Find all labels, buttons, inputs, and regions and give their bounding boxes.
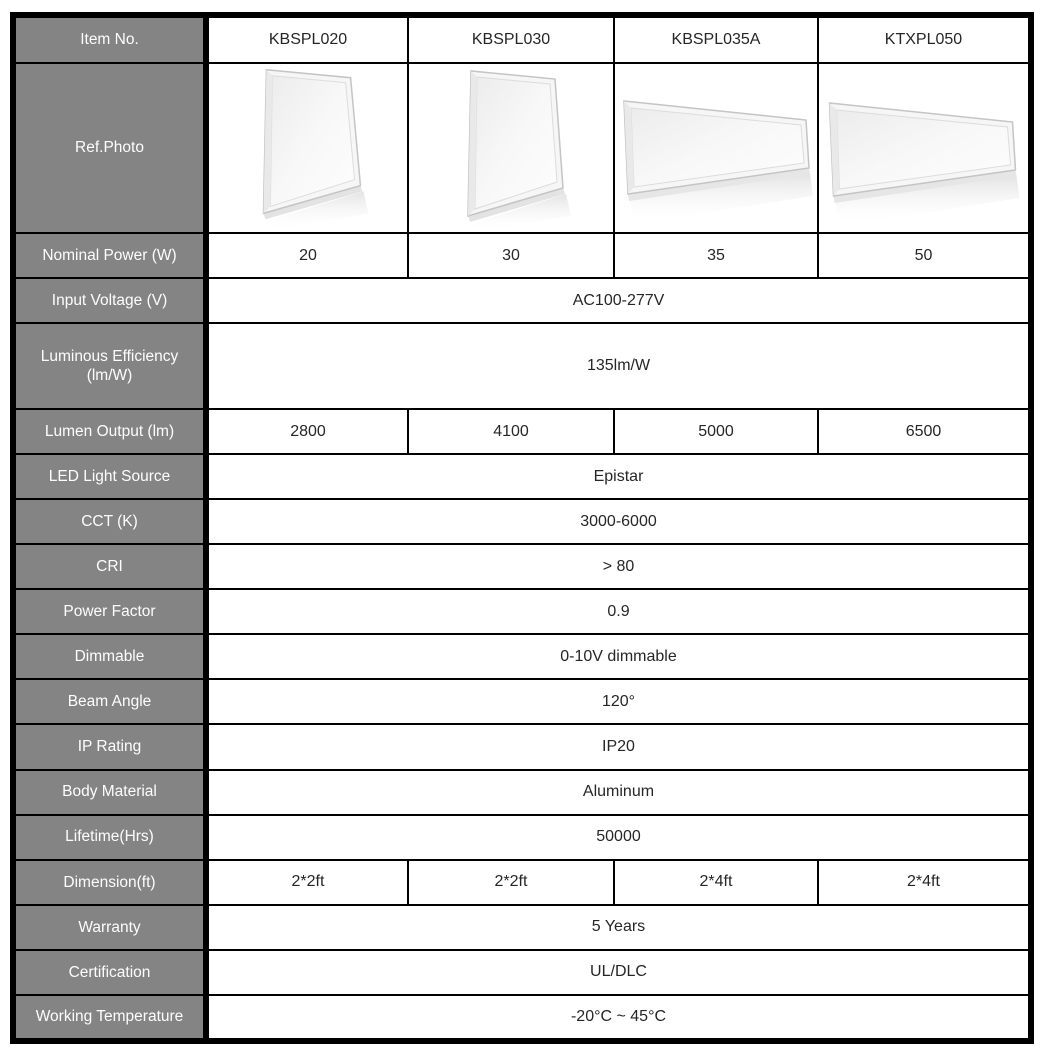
lifetime-label: Lifetime(Hrs) <box>16 815 206 860</box>
table-row-ip-rating <box>16 724 1028 769</box>
certification-label: Certification <box>16 950 206 995</box>
dimension-value: 2*4ft <box>614 860 818 905</box>
dimmable-value: 0-10V dimmable <box>206 634 1028 679</box>
table-row-body-material <box>16 770 1028 815</box>
dimension-value: 2*2ft <box>206 860 408 905</box>
table-row-nominal-power <box>16 233 1028 278</box>
led-light-source-value: Epistar <box>206 454 1028 499</box>
nominal-power-value: 50 <box>818 233 1028 278</box>
cct-label: CCT (K) <box>16 499 206 544</box>
table-row-cct <box>16 499 1028 544</box>
certification-value: UL/DLC <box>206 950 1028 995</box>
nominal-power-value: 20 <box>206 233 408 278</box>
body-material-label: Body Material <box>16 770 206 815</box>
nominal-power-value: 35 <box>614 233 818 278</box>
cri-label: CRI <box>16 544 206 589</box>
working-temperature-label: Working Temperature <box>16 995 206 1038</box>
lumen-output-label: Lumen Output (lm) <box>16 409 206 454</box>
product-name-ktxpl050: KTXPL050 <box>818 18 1028 63</box>
table-row-cri <box>16 544 1028 589</box>
warranty-value: 5 Years <box>206 905 1028 950</box>
luminous-efficiency-label: Luminous Efficiency (lm/W) <box>16 323 206 409</box>
nominal-power-label: Nominal Power (W) <box>16 233 206 278</box>
table-row-lifetime <box>16 815 1028 860</box>
spec-table <box>16 18 1028 1038</box>
luminous-efficiency-value: 135lm/W <box>206 323 1028 409</box>
led-light-source-label: LED Light Source <box>16 454 206 499</box>
lumen-output-value: 4100 <box>408 409 614 454</box>
working-temperature-value: -20°C ~ 45°C <box>206 995 1028 1038</box>
product-photo-ktxpl050 <box>818 63 1028 233</box>
product-name-kbspl035a: KBSPL035A <box>614 18 818 63</box>
lifetime-value: 50000 <box>206 815 1028 860</box>
wide-panel-photo <box>819 64 1028 232</box>
product-photo-kbspl020 <box>206 63 408 233</box>
lumen-output-value: 2800 <box>206 409 408 454</box>
table-row-ref-photo <box>16 63 1028 233</box>
cri-value: > 80 <box>206 544 1028 589</box>
dimension-value: 2*2ft <box>408 860 614 905</box>
table-row-warranty <box>16 905 1028 950</box>
lumen-output-value: 5000 <box>614 409 818 454</box>
dimension-label: Dimension(ft) <box>16 860 206 905</box>
ip-rating-label: IP Rating <box>16 724 206 769</box>
ref-photo-label: Ref.Photo <box>16 63 206 233</box>
power-factor-value: 0.9 <box>206 589 1028 634</box>
table-row-input-voltage <box>16 278 1028 323</box>
table-row-dimension <box>16 860 1028 905</box>
square-panel-photo <box>409 64 613 232</box>
product-photo-kbspl035a <box>614 63 818 233</box>
item-no-label: Item No. <box>16 18 206 63</box>
table-row-luminous-efficiency <box>16 323 1028 409</box>
spec-table-border <box>10 12 1034 1044</box>
table-row-lumen-output <box>16 409 1028 454</box>
table-row-item-no <box>16 18 1028 63</box>
product-photo-kbspl030 <box>408 63 614 233</box>
input-voltage-label: Input Voltage (V) <box>16 278 206 323</box>
table-row-certification <box>16 950 1028 995</box>
ip-rating-value: IP20 <box>206 724 1028 769</box>
body-material-value: Aluminum <box>206 770 1028 815</box>
nominal-power-value: 30 <box>408 233 614 278</box>
power-factor-label: Power Factor <box>16 589 206 634</box>
table-row-power-factor <box>16 589 1028 634</box>
table-row-dimmable <box>16 634 1028 679</box>
square-panel-photo <box>209 64 407 232</box>
table-row-beam-angle <box>16 679 1028 724</box>
table-row-led-light-source <box>16 454 1028 499</box>
warranty-label: Warranty <box>16 905 206 950</box>
input-voltage-value: AC100-277V <box>206 278 1028 323</box>
beam-angle-label: Beam Angle <box>16 679 206 724</box>
dimension-value: 2*4ft <box>818 860 1028 905</box>
wide-panel-photo <box>615 64 817 232</box>
product-name-kbspl030: KBSPL030 <box>408 18 614 63</box>
dimmable-label: Dimmable <box>16 634 206 679</box>
beam-angle-value: 120° <box>206 679 1028 724</box>
lumen-output-value: 6500 <box>818 409 1028 454</box>
cct-value: 3000-6000 <box>206 499 1028 544</box>
table-row-working-temperature <box>16 995 1028 1038</box>
product-name-kbspl020: KBSPL020 <box>206 18 408 63</box>
